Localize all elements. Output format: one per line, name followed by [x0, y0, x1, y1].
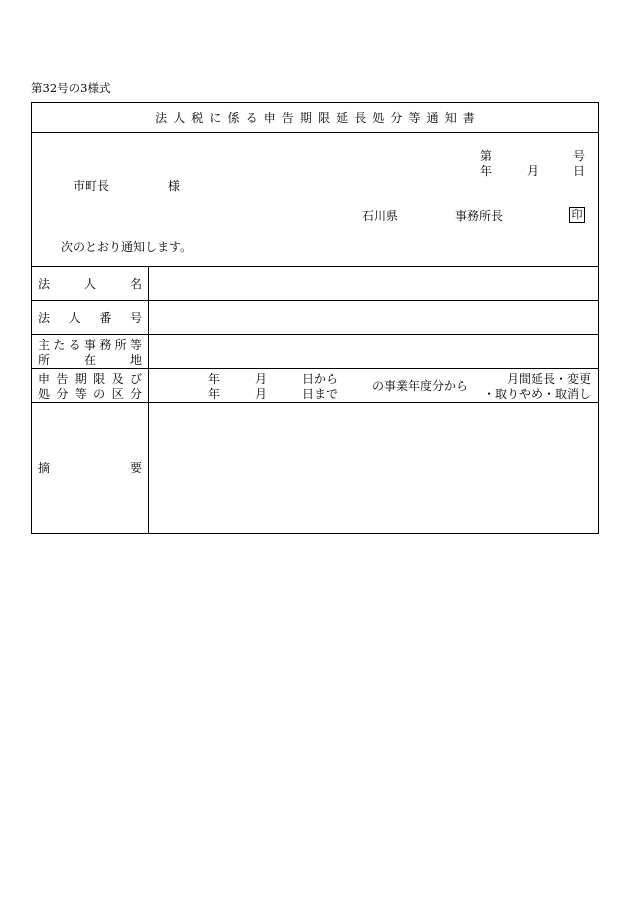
period-from-month: 月 [255, 372, 268, 386]
header-divider [32, 266, 598, 267]
corp-name-label: 法 人 名 [38, 277, 142, 291]
form-number: 第32号の3様式 [31, 81, 111, 95]
remarks-label: 摘 要 [38, 461, 142, 475]
main-office-label-line1: 主 た る 事 務 所 等 [38, 338, 142, 352]
period-to-month: 月 [255, 387, 268, 401]
period-to-year: 年 [208, 387, 221, 401]
date-year: 年 [480, 164, 493, 178]
form-title: 法人税に係る申告期限延長処分等通知書 [155, 111, 481, 125]
notice-text: 次のとおり通知します。 [61, 240, 193, 254]
corp-number-label: 法 人 番 号 [38, 311, 142, 325]
date-day: 日 [573, 164, 586, 178]
date-month: 月 [527, 164, 540, 178]
period-from-day: 日から [302, 372, 339, 386]
notice-form [31, 102, 599, 534]
issuer-prefecture: 石川県 [362, 209, 399, 223]
disposition-option-2: ・取りやめ・取消し [482, 387, 591, 401]
fiscal-year-text: の事業年度分から [372, 379, 469, 393]
row-divider-3 [32, 368, 598, 369]
row-divider-2 [32, 334, 598, 335]
issuer-office-chief: 事務所長 [455, 209, 504, 223]
deadline-label-line1: 申 告 期 限 及 び [38, 372, 142, 386]
document-number-suffix: 号 [573, 149, 586, 163]
disposition-option-1: 月間延長・変更 [506, 372, 591, 386]
period-to-day: 日まで [302, 387, 339, 401]
recipient-honorific: 様 [168, 179, 181, 193]
row-divider-1 [32, 300, 598, 301]
row-divider-4 [32, 402, 598, 403]
seal-mark: 印 [569, 207, 585, 223]
title-divider [32, 132, 598, 133]
period-from-year: 年 [208, 372, 221, 386]
deadline-label-line2: 処 分 等 の 区 分 [38, 387, 142, 401]
document-number-prefix: 第 [480, 149, 493, 163]
recipient-title: 市町長 [73, 179, 110, 193]
main-office-label-line2: 所 在 地 [38, 353, 142, 367]
label-column-divider [148, 266, 149, 534]
